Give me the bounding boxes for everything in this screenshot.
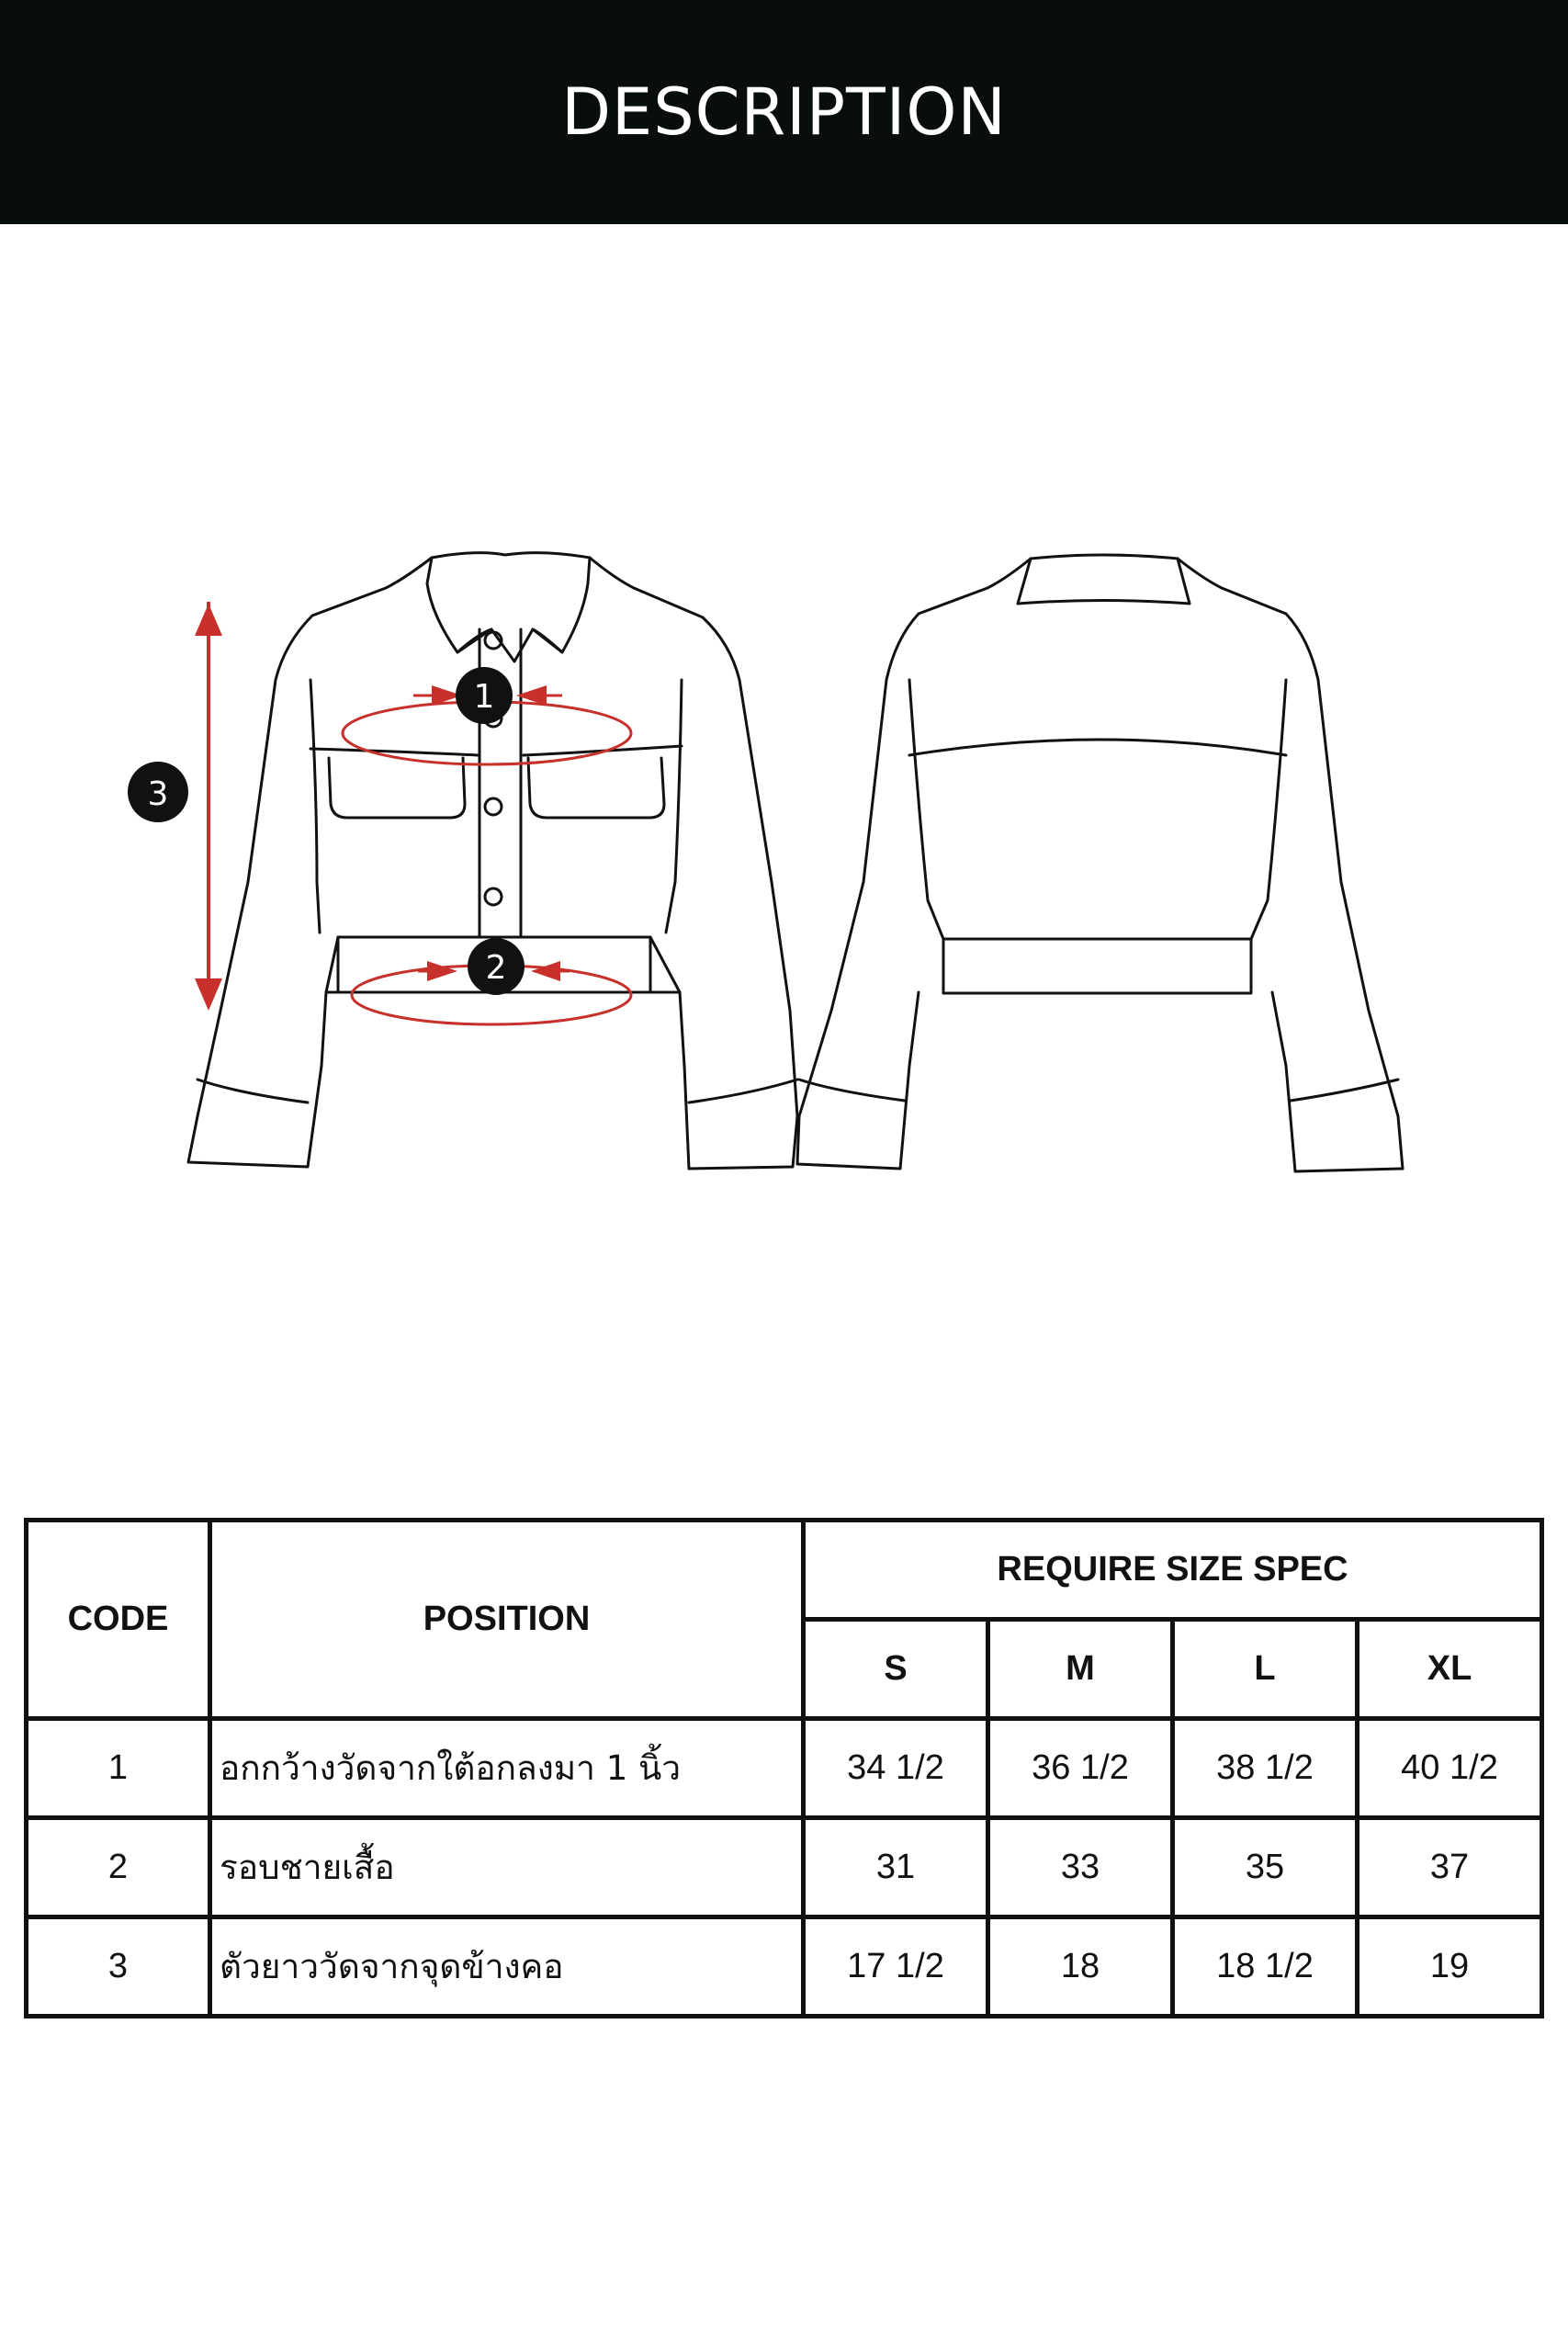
row-value-s: 31 (804, 1818, 988, 1917)
hem-arrowhead-left (427, 961, 457, 981)
marker-2 (468, 938, 525, 995)
table-row (27, 1719, 1542, 1818)
row-value-l: 38 1/2 (1173, 1719, 1358, 1818)
row-value-l: 18 1/2 (1173, 1917, 1358, 2017)
marker-3-label: 3 (147, 775, 169, 813)
table-header-row (27, 1521, 1542, 1620)
table-row (27, 1818, 1542, 1917)
row-value-m: 36 1/2 (988, 1719, 1173, 1818)
marker-1 (456, 667, 513, 724)
row-position: อกกว้างวัดจากใต้อกลงมา 1 นิ้ว (210, 1719, 804, 1818)
row-value-s: 34 1/2 (804, 1719, 988, 1818)
header-size-m: M (988, 1620, 1173, 1719)
jacket-diagram (0, 514, 1568, 1176)
row-value-l: 35 (1173, 1818, 1358, 1917)
row-position: ตัวยาววัดจากจุดข้างคอ (210, 1917, 804, 2017)
marker-2-label: 2 (485, 949, 507, 987)
table-row (27, 1917, 1542, 2017)
jacket-diagram-svg (0, 514, 1568, 1176)
page-title: DESCRIPTION (561, 74, 1007, 150)
row-value-xl: 37 (1358, 1818, 1542, 1917)
row-code: 3 (27, 1917, 210, 2017)
row-value-s: 17 1/2 (804, 1917, 988, 2017)
back-jacket (797, 555, 1403, 1171)
row-value-m: 18 (988, 1917, 1173, 2017)
header-position: POSITION (210, 1521, 804, 1719)
header-bar (0, 0, 1568, 224)
header-size-s: S (804, 1620, 988, 1719)
row-value-xl: 19 (1358, 1917, 1542, 2017)
length-arrowhead-top (195, 604, 222, 636)
header-size-l: L (1173, 1620, 1358, 1719)
hem-arrowhead-right (531, 961, 560, 981)
header-require-size-spec: REQUIRE SIZE SPEC (804, 1521, 1542, 1620)
row-position: รอบชายเสื้อ (210, 1818, 804, 1917)
row-code: 2 (27, 1818, 210, 1917)
marker-3 (128, 762, 188, 822)
front-jacket (188, 553, 797, 1169)
row-value-m: 33 (988, 1818, 1173, 1917)
size-spec-table (24, 1518, 1544, 2018)
marker-1-label: 1 (473, 678, 495, 716)
length-arrowhead-bottom (195, 978, 222, 1011)
measurement-annotations (195, 602, 631, 1024)
row-code: 1 (27, 1719, 210, 1818)
header-size-xl: XL (1358, 1620, 1542, 1719)
header-code: CODE (27, 1521, 210, 1719)
row-value-xl: 40 1/2 (1358, 1719, 1542, 1818)
